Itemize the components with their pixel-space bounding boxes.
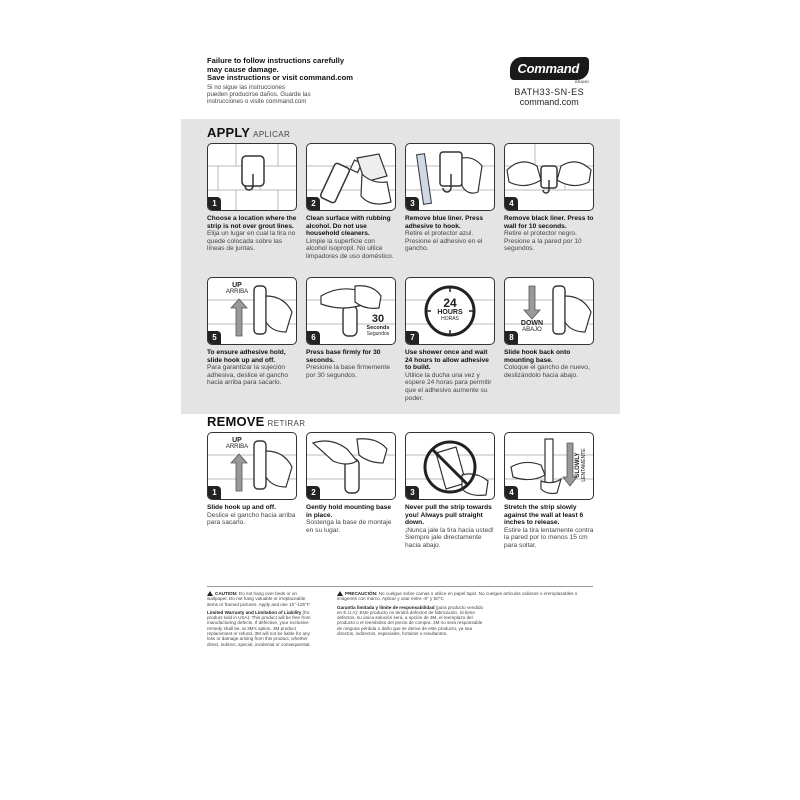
up-label-es: ARRIBA: [225, 444, 249, 450]
step-text-en: Slide hook up and off.: [207, 504, 276, 511]
apply-step-7: [405, 277, 495, 402]
hours-label: [430, 298, 470, 322]
warning-line: Save instructions or visit command.com: [207, 73, 354, 83]
remove-step-2: [306, 432, 396, 534]
step-illustration: [504, 432, 594, 500]
press-to-wall-icon: [505, 144, 593, 210]
warning-line: instrucciones o visite command.com: [207, 98, 307, 106]
wall-hook-icon: [208, 144, 296, 210]
step-text-en: Clean surface with rubbing alcohol. Do not use household cleaners.: [306, 215, 391, 238]
caution-es: [337, 591, 591, 602]
step-text-en: Gently hold mounting base in place.: [306, 504, 391, 519]
step-illustration: [207, 143, 297, 211]
apply-step-6: [306, 277, 396, 379]
slowly-en: SLOWLY: [575, 452, 581, 478]
step-text-es: Sostenga la base de montaje en su lugar.: [306, 519, 392, 534]
footer-spanish: [337, 591, 591, 636]
warning-triangle-icon: [337, 591, 343, 596]
step-number: 6: [307, 331, 320, 344]
step-text-es: Utilice la ducha una vez y espere 24 horas para permitir que el adhesivo aumente su poder.: [405, 371, 492, 402]
warranty-label: Limited Warranty and Limitation of Liability: [207, 609, 302, 615]
step-number: 2: [307, 197, 320, 210]
up-label-en: UP: [232, 437, 242, 444]
step-number: 2: [307, 486, 320, 499]
apply-title: [207, 125, 290, 140]
footer-english: [207, 591, 317, 647]
seconds-en: Seconds: [366, 325, 390, 331]
step-number: 7: [406, 331, 419, 344]
step-text-es: Retire el protector negro. Presione a la pared por 10 segundos.: [504, 230, 582, 253]
warning-line: Si no sigue las instrucciones: [207, 83, 286, 91]
apply-step-1: [207, 143, 297, 253]
down-label-en: DOWN: [520, 320, 544, 327]
step-illustration: [306, 432, 396, 500]
step-text-es: Retire el protector azul. Presione el adhesivo en el gancho.: [405, 230, 483, 253]
apply-title-en: APPLY: [207, 125, 251, 140]
step-number: 8: [505, 331, 518, 344]
step-text-en: Remove black liner. Press to wall for 10 seconds.: [504, 215, 594, 230]
warranty-text: (para producto vendido en E.U.A): Este producto no tendrá defectos de fabricación. Si tiene defectos, su única solución será, a opción de 3M, el reemplazo del producto o el reembolso del precio de compra. 3M no será responsable de ninguna pérdida o daño que se derive de este producto, ya sea directos, indirectos, especiales, fortuitos o resultantes.: [337, 604, 484, 637]
apply-step-4: [504, 143, 594, 253]
hours-en: HOURS: [437, 309, 463, 316]
step-illustration: [306, 277, 396, 345]
warning-triangle-icon: [207, 591, 213, 596]
do-not-pull-icon: [406, 433, 494, 499]
warranty-label: Garantía limitada y límite de responsabilidad: [337, 604, 435, 610]
step-illustration: [504, 277, 594, 345]
caution-en: [207, 591, 317, 607]
caution-label: PRECAUCIÓN:: [345, 591, 378, 596]
warranty-en: [207, 610, 317, 647]
slowly-es: LENTAMENTE: [581, 448, 587, 482]
hours-number: 24: [443, 296, 457, 310]
step-illustration: [405, 432, 495, 500]
step-text-en: Slide hook back onto mounting base.: [504, 349, 571, 364]
step-illustration: [405, 277, 495, 345]
slide-down-icon: [505, 278, 593, 344]
apply-step-3: [405, 143, 495, 253]
hold-base-icon: [307, 433, 395, 499]
remove-title-es: RETIRAR: [267, 419, 306, 428]
step-text-en: Use shower once and wait 24 hours to allow adhesive to build.: [405, 349, 489, 372]
step-number: 1: [208, 486, 221, 499]
warning-line: pueden producirse daños. Guarde las: [207, 90, 311, 98]
caution-label: CAUTION:: [215, 591, 238, 596]
down-label: [515, 320, 549, 333]
seconds-number: 30: [371, 313, 385, 325]
caution-text: No cuelgue sobre camas o utilice en papel tapiz. No cuelgue artículos valiosos o irremplazables o imágenes con marco. Aplicar y usar entre -9° y 50°C: [337, 591, 578, 602]
remove-step-4: [504, 432, 594, 550]
logo-sub: BRAND: [574, 79, 589, 84]
step-illustration: [207, 432, 297, 500]
header: [207, 57, 593, 119]
command-logo: [510, 57, 589, 80]
step-text-es: Estire la tira lentamente contra la pared por lo menos 15 cm para soltar.: [504, 526, 594, 549]
step-illustration: [504, 143, 594, 211]
up-label-en: UP: [232, 282, 242, 289]
apply-step-8: [504, 277, 594, 379]
up-label-es: ARRIBA: [225, 289, 249, 295]
footer: [207, 586, 593, 682]
up-label: [222, 282, 252, 295]
step-number: 1: [208, 197, 221, 210]
step-illustration: [405, 143, 495, 211]
caution-text: Do not hang over beds or on wallpaper. Do not hang valuable or irreplaceable items or framed pictures. Apply and use 15°-125°F.: [207, 591, 311, 607]
step-illustration: [207, 277, 297, 345]
warranty-text: (for product sold in USA): This product will be free from manufacturing defects. If defective, your exclusive remedy shall be, at 3M's option, 3M product replacement or refund. 3M will not be liable for any loss or damage arising from this product, whether direct, indirect, special, incidental or consequential.: [207, 609, 311, 647]
brand-block: [510, 57, 589, 107]
product-code: BATH33-SN-ES: [514, 87, 585, 97]
step-text-en: Press base firmly for 30 seconds.: [306, 349, 381, 364]
step-text-es: Para garantizar la sujeción adhesiva, deslice el gancho hacia arriba para sacarlo.: [207, 364, 289, 387]
seconds-label: [363, 314, 393, 337]
apply-step-2: [306, 143, 396, 261]
cleaning-alcohol-icon: [307, 144, 395, 210]
step-text-es: Elija un lugar en cual la tira no quede colocada sobre las líneas de juntas.: [207, 230, 296, 253]
step-number: 4: [505, 197, 518, 210]
logo-text: Command: [517, 61, 579, 76]
remove-title: [207, 414, 305, 429]
website: command.com: [519, 97, 579, 107]
step-number: 3: [406, 197, 419, 210]
seconds-es: Segundos: [366, 331, 390, 337]
step-text-es: Coloque el gancho de nuevo, deslizándolo hacia abajo.: [504, 364, 590, 379]
step-text-en: To ensure adhesive hold, slide hook up and off.: [207, 349, 286, 364]
step-illustration: [306, 143, 396, 211]
step-text-en: Never pull the strip towards you! Always pull straight down.: [405, 504, 492, 527]
step-text-es: Presione la base firmemente por 30 segundos.: [306, 364, 390, 379]
step-text-en: Stretch the strip slowly against the wall at least 6 inches to release.: [504, 504, 584, 527]
hours-es: HORAS: [441, 316, 459, 322]
up-label: [222, 437, 252, 450]
step-text-es: Deslice el gancho hacia arriba para sacarlo.: [207, 511, 296, 527]
warranty-es: [337, 605, 487, 637]
step-text-en: Remove blue liner. Press adhesive to hook.: [405, 215, 484, 230]
apply-title-es: APLICAR: [253, 130, 291, 139]
step-number: 4: [505, 486, 518, 499]
remove-liner-icon: [406, 144, 494, 210]
remove-step-3: [405, 432, 495, 550]
warning-line: Failure to follow instructions carefully: [207, 56, 345, 65]
step-number: 5: [208, 331, 221, 344]
step-text-es: Limpie la superficie con alcohol isopropil. No ultice limpadores de uso doméstico.: [306, 237, 394, 260]
remove-step-1: [207, 432, 297, 527]
step-number: 3: [406, 486, 419, 499]
step-text-es: ¡Nunca jale la tira hacia usted! Siempre jale directamente hacia abajo.: [405, 526, 494, 549]
slowly-label: [573, 437, 589, 493]
step-text-en: Choose a location where the strip is not over grout lines.: [207, 215, 297, 230]
warning-line: may cause damage.: [207, 64, 279, 74]
apply-step-5: [207, 277, 297, 387]
down-label-es: ABAJO: [522, 327, 542, 333]
remove-title-en: REMOVE: [207, 414, 265, 429]
